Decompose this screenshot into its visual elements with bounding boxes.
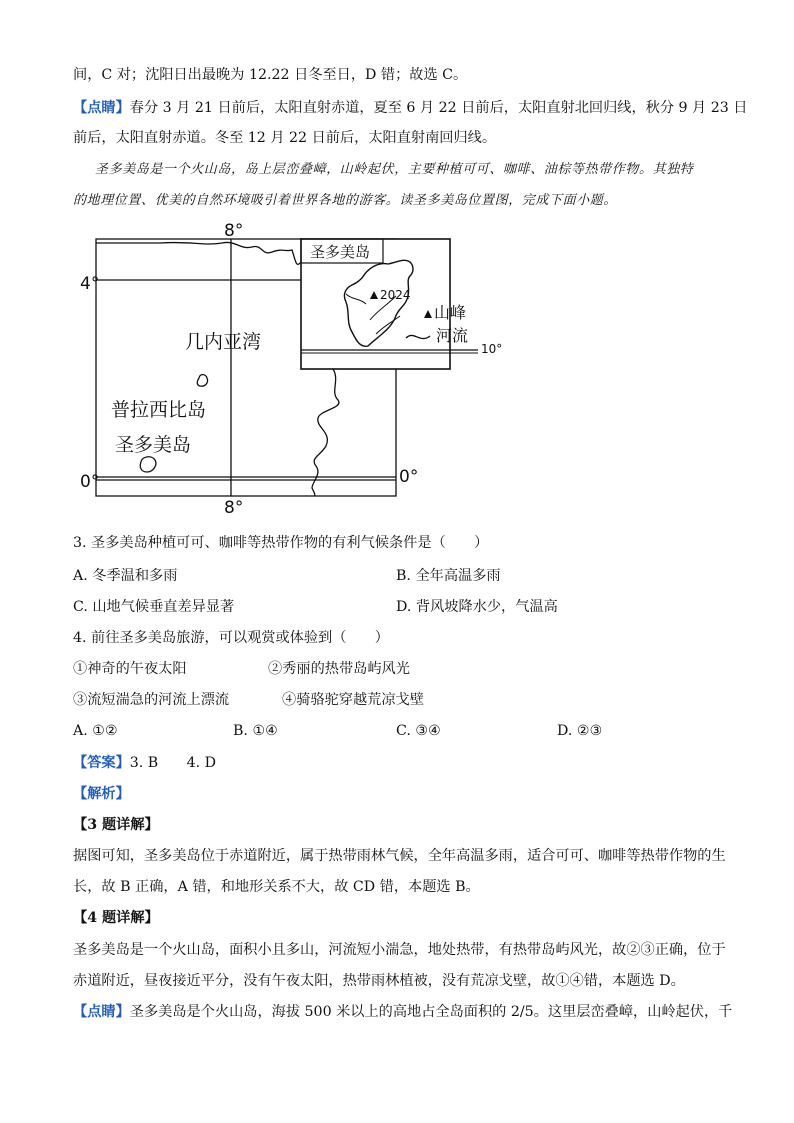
q3-option-b: B. 全年高温多雨 [396, 568, 501, 584]
inset-title: 圣多美岛 [310, 243, 371, 261]
q4-statement-1: ①神奇的午夜太阳 [73, 661, 187, 677]
key-point-tag: 【点睛】 [73, 100, 130, 116]
longitude-label-top: 8° [224, 221, 244, 241]
saotome-island [140, 457, 156, 472]
tip-text: 圣多美岛是个火山岛，海拔 500 米以上的高地占全岛面积的 2/5。这里层峦叠嶂，山岭起伏，千 [129, 1004, 733, 1020]
answer-line [73, 753, 216, 773]
gulf-label: 几内亚湾 [185, 331, 262, 353]
answer-text: 3. B 4. D [129, 755, 217, 771]
detail-3-tag: 【3 题详解】 [73, 817, 159, 833]
detail-4-tag: 【4 题详解】 [73, 910, 159, 926]
coastline [96, 242, 301, 264]
answer-tag: 【答案】 [73, 755, 130, 771]
q4-option-d: D. ②③ [557, 723, 603, 739]
q4-option-c: C. ③④ [396, 723, 441, 739]
analysis-tag: 【解析】 [73, 786, 130, 802]
longitude-label-bottom: 8° [224, 498, 244, 518]
question-3-stem: 3. 圣多美岛种植可可、咖啡等热带作物的有利气候条件是（ ） [73, 535, 489, 551]
q4-option-a: A. ①② [73, 723, 118, 739]
q3-option-c: C. 山地气候垂直差异显著 [73, 599, 235, 615]
tip-tag: 【点睛】 [73, 1004, 130, 1020]
intro-line: 圣多美岛是一个火山岛，岛上层峦叠嶂，山岭起伏，主要种植可可、咖啡、油棕等热带作物。其独特 [95, 162, 694, 177]
inset-longitude-label: 10° [481, 342, 503, 356]
legend-peak-label: 山峰 [434, 303, 467, 322]
q4-statement-2: ②秀丽的热带岛屿风光 [268, 661, 410, 677]
intro-line: 的地理位置、优美的自然环境吸引着世界各地的游客。读圣多美岛位置图，完成下面小题。 [73, 193, 618, 208]
key-point-text: 春分 3 月 21 日前后，太阳直射赤道，夏至 6 月 22 日前后，太阳直射北回归线，秋分 9 月 23 日 [129, 100, 748, 116]
peak-elevation-label: 2024 [380, 288, 411, 302]
q4-statement-4: ④骑骆驼穿越荒凉戈壁 [282, 692, 424, 708]
text-line: 间，C 对；沈阳日出最晚为 12.22 日冬至日，D 错；故选 C。 [73, 67, 468, 83]
q4-statement-3: ③流短湍急的河流上漂流 [73, 692, 230, 708]
principe-island [197, 375, 207, 387]
tip-line [73, 1002, 732, 1022]
detail-3-text: 长，故 B 正确，A 错，和地形关系不大，故 CD 错，本题选 B。 [73, 879, 480, 895]
latitude-label-4: 4° [80, 274, 100, 294]
q4-option-b: B. ①④ [233, 723, 278, 739]
latitude-label-0-right: 0° [399, 467, 419, 487]
question-4-stem: 4. 前往圣多美岛旅游，可以观赏或体验到（ ） [73, 630, 389, 646]
detail-3-text: 据图可知，圣多美岛位于赤道附近，属于热带雨林气候，全年高温多雨，适合可可、咖啡等热带作物的生 [73, 848, 726, 864]
principe-label: 普拉西比岛 [111, 399, 207, 421]
q3-option-a: A. 冬季温和多雨 [73, 568, 178, 584]
analysis-line [73, 784, 130, 804]
q3-option-d: D. 背风坡降水少，气温高 [396, 599, 558, 615]
saotome-label: 圣多美岛 [115, 434, 192, 456]
legend-river-label: 河流 [436, 326, 469, 345]
latitude-label-0-left: 0° [80, 472, 100, 492]
detail-4-text: 圣多美岛是一个火山岛，面积小且多山，河流短小湍急，地处热带，有热带岛屿风光，故②③正确，位于 [73, 942, 726, 958]
text-line: 前后，太阳直射赤道。冬至 12 月 22 日前后，太阳直射南回归线。 [73, 130, 497, 146]
detail-4-text: 赤道附近，昼夜接近平分，没有午夜太阳，热带雨林植被，没有荒凉戈壁，故①④错，本题选 D。 [73, 973, 685, 989]
